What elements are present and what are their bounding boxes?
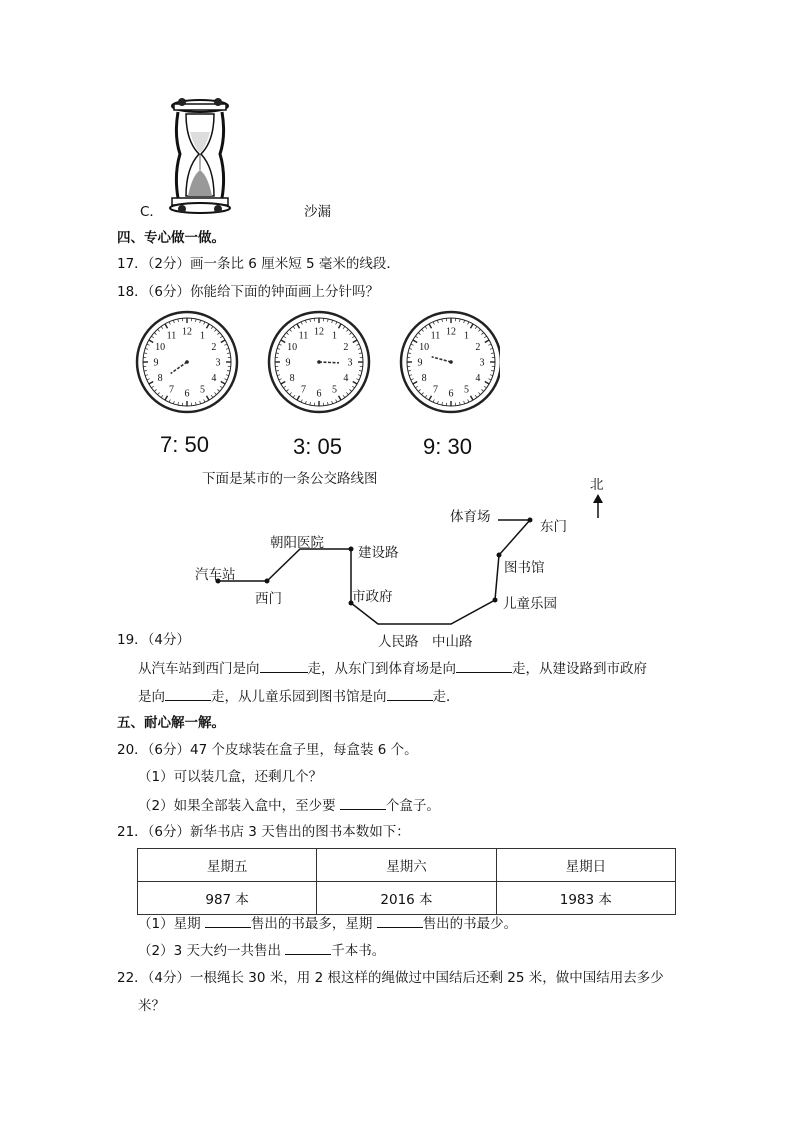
stop-renmin: 人民路 <box>378 634 419 650</box>
table-header-cell: 星期日 <box>496 849 675 882</box>
clock-time-3: 9: 30 <box>423 434 472 459</box>
stop-tushuguan: 图书馆 <box>504 560 545 576</box>
clock-number: 10 <box>155 342 166 353</box>
sales-table <box>137 848 676 915</box>
clock-number: 1 <box>464 330 469 342</box>
q19-text: 19．（4分） <box>117 632 191 648</box>
clock-number: 2 <box>211 342 217 353</box>
table-header-cell: 星期六 <box>317 849 496 882</box>
answer-blank[interactable] <box>205 913 251 928</box>
clock-number: 6 <box>184 388 190 400</box>
q21-sub2: （2）3 天大约一共售出 千本书。 <box>138 940 385 961</box>
north-label: 北 <box>590 477 604 493</box>
clock-number: 9 <box>417 357 423 369</box>
answer-blank[interactable] <box>260 658 308 673</box>
clock-number: 5 <box>332 384 337 396</box>
answer-blank[interactable] <box>456 658 512 673</box>
clock-number: 2 <box>475 342 481 353</box>
q19-line2: 是向 走，从儿童乐园到图书馆是向 走． <box>138 686 460 707</box>
q19-line1: 从汽车站到西门是向 走，从东门到体育场是向 走，从建设路到市政府 <box>138 658 647 679</box>
clock-number: 10 <box>419 342 430 353</box>
hourglass-option-letter: C． <box>140 204 163 220</box>
stop-jianshe: 建设路 <box>358 545 399 561</box>
clock-number: 12 <box>314 326 324 338</box>
clock-number: 7 <box>433 384 438 396</box>
q22-line1: 22．（4分）一根绳长 30 米，用 2 根这样的绳做过中国结后还剩 25 米，做中国结用去多少 <box>117 970 664 986</box>
clock-number: 7 <box>301 384 306 396</box>
clock-number: 9 <box>153 357 159 369</box>
clock-time-1: 7: 50 <box>160 432 209 457</box>
clock-number: 6 <box>448 388 454 400</box>
q21-sub1: （1）星期 售出的书最多，星期 售出的书最少。 <box>138 913 517 934</box>
answer-blank[interactable] <box>165 686 211 701</box>
clock-number: 8 <box>289 373 295 384</box>
stop-ximen: 西门 <box>255 591 282 607</box>
clock-number: 2 <box>343 342 349 353</box>
route-line <box>218 520 530 624</box>
clock-number: 12 <box>446 326 456 338</box>
clock-number: 7 <box>169 384 174 396</box>
clock-number: 3 <box>347 357 353 369</box>
clock-number: 4 <box>475 373 481 384</box>
answer-blank[interactable] <box>377 913 423 928</box>
table-header-row <box>138 849 676 882</box>
q20-sub1: （1）可以装几盒，还剩几个？ <box>138 769 323 785</box>
q17-text: 17．（2分）画一条比 6 厘米短 5 毫米的线段． <box>117 256 400 272</box>
table-cell: 1983 本 <box>496 882 675 915</box>
answer-blank[interactable] <box>387 686 433 701</box>
clock-number: 8 <box>157 373 163 384</box>
map-title: 下面是某市的一条公交路线图 <box>202 471 378 487</box>
q22-line2: 米？ <box>138 998 165 1014</box>
clock-number: 12 <box>182 326 192 338</box>
clock-number: 5 <box>464 384 469 396</box>
stop-shizhengfu: 市政府 <box>352 589 393 605</box>
table-header-cell: 星期五 <box>138 849 317 882</box>
q18-text: 18．（6分）你能给下面的钟面画上分针吗？ <box>117 284 380 300</box>
clock-number: 4 <box>211 373 217 384</box>
stop-dongmen: 东门 <box>540 519 567 535</box>
stop-ertong: 儿童乐园 <box>503 596 557 612</box>
q21-text: 21．（6分）新华书店 3 天售出的图书本数如下： <box>117 824 410 840</box>
stop-chaoyang: 朝阳医院 <box>270 535 324 551</box>
clock-number: 11 <box>298 330 309 342</box>
clock-number: 3 <box>215 357 221 369</box>
table-cell: 987 本 <box>138 882 317 915</box>
clock-number: 10 <box>287 342 298 353</box>
stop-tiyuchang: 体育场 <box>450 509 491 525</box>
north-arrow <box>593 494 603 518</box>
clock-number: 11 <box>430 330 441 342</box>
section4-heading: 四、专心做一做。 <box>117 230 225 246</box>
clock-number: 4 <box>343 373 349 384</box>
stop-qichezhan: 汽车站 <box>195 567 236 583</box>
clock-number: 3 <box>479 357 485 369</box>
table-row <box>138 882 676 915</box>
clock-number: 11 <box>166 330 177 342</box>
q20-sub2: （2）如果全部装入盒中，至少要 个盒子。 <box>138 795 440 816</box>
clock-number: 8 <box>421 373 427 384</box>
clock-number: 6 <box>316 388 322 400</box>
table-cell: 2016 本 <box>317 882 496 915</box>
q20-text: 20．（6分）47 个皮球装在盒子里，每盒装 6 个。 <box>117 742 418 758</box>
clock-number: 5 <box>200 384 205 396</box>
clock-time-2: 3: 05 <box>293 434 342 459</box>
answer-blank[interactable] <box>285 940 331 955</box>
clock-number: 1 <box>332 330 337 342</box>
stop-zhongshan: 中山路 <box>432 634 473 650</box>
clock-number: 1 <box>200 330 205 342</box>
answer-blank[interactable] <box>340 795 386 810</box>
hourglass-caption: 沙漏 <box>304 204 331 220</box>
section5-heading: 五、耐心解一解。 <box>117 715 225 731</box>
clock-number: 9 <box>285 357 291 369</box>
